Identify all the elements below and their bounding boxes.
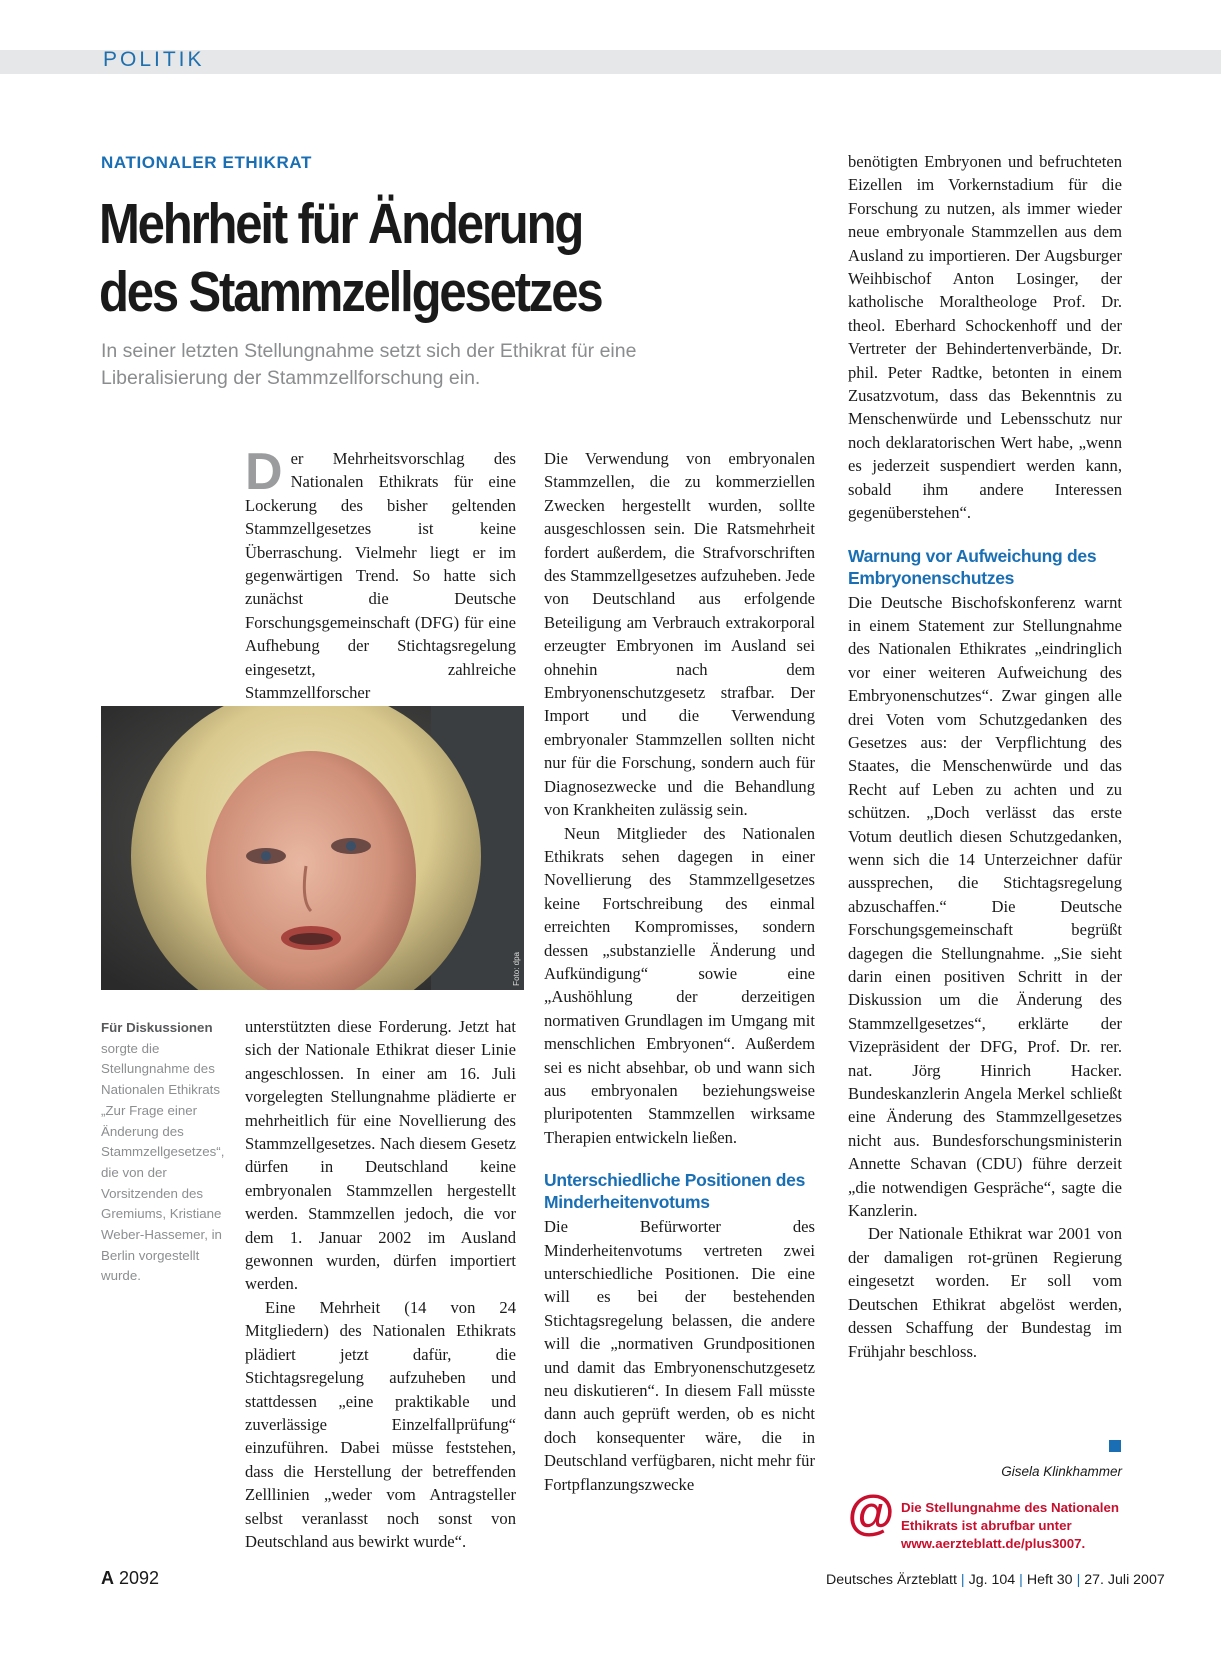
paragraph xyxy=(245,443,516,704)
article-subhead: In seiner letzten Stellungnahme setzt sich der Ethikrat für eine Liberalisierung der Stammzellforschung ein. xyxy=(101,340,637,389)
article-headline xyxy=(99,190,701,326)
section-label: POLITIK xyxy=(103,48,205,71)
paragraph: Der Nationale Ethikrat war 2001 von der damaligen rot-grünen Regierung eingesetzt worden. Er soll vom Deutschen Ethikrat abgelöst werden, dessen Schaffung der Bundestag im Frühjahr beschloss. xyxy=(848,1224,1122,1361)
journal-issue: Heft 30 xyxy=(1026,1572,1073,1588)
separator: | xyxy=(1019,1572,1023,1588)
paragraph: Die Befürworter des Minderheitenvotums vertreten zwei unterschiedliche Positionen. Die eine will es bei der bestehenden Stichtagsregelung belassen, die andere will die „normativen Grundpositionen und damit das Embryonenschutzgesetz neu diskutieren“. In diesem Fall müsste dann auch geprüft werden, ob es nicht doch konsequenter wäre, die in Deutschland verfügbaren, nicht mehr für Fortpflanzungszwecke xyxy=(544,1217,815,1494)
photo-caption xyxy=(101,1018,231,1287)
caption-lead: Für Diskussionen xyxy=(101,1020,213,1035)
photo-credit: Foto: dpa xyxy=(512,952,521,986)
paragraph: unterstützten diese Forderung. Jetzt hat sich der Nationale Ethikrat dieser Linie angeschlossen. In einer am 16. Juli vorgelegten Stellungnahme plädierte er mehrheitlich für eine Novellierung des Stammzellgesetzes. Nach diesem Gesetz dürfen in Deutschland keine embryonalen Stammzellen hergestellt werden. Stammzellen jedoch, die vor dem 1. Januar 2002 im Ausland gewonnen wurden, dürfen importiert werden. xyxy=(245,1017,516,1294)
author-name: Gisela Klinkhammer xyxy=(1001,1464,1122,1479)
column-3 xyxy=(848,150,1122,1363)
svg-text:@: @ xyxy=(848,1492,894,1538)
section-subtitle: Warnung vor Aufweichung des Embryonenschutzes xyxy=(848,545,1097,588)
journal-name: Deutsches Ärzteblatt xyxy=(826,1572,957,1588)
column-1-bottom xyxy=(245,1015,516,1553)
link-url[interactable]: www.aerzteblatt.de/plus3007. xyxy=(901,1535,1086,1551)
headline-line-1: Mehrheit für Änderung xyxy=(99,192,583,256)
paragraph: Neun Mitglieder des Nationalen Ethikrats sehen dagegen in einer Novellierung des Stammzellgesetzes keine Fortschreibung des einmal erreichten Kompromisses, sondern dessen „substanzielle Änderung und Aufkündigung“ sowie eine „Aushöhlung der derzeitigen normativen Grundlagen im Umgang mit menschlichen Embryonen“. Außerdem sei es nicht absehbar, ob und wann sich aus embryonalen beziehungsweise pluripotenten Stammzellen wirksame Therapien entwickeln ließen. xyxy=(544,823,815,1147)
paragraph: Die Deutsche Bischofskonferenz warnt in einem Statement zur Stellungnahme des Nationalen Ethikrates „eindringlich vor einer weiteren Aufweichung des Embryonenschutzes“. Zwar gingen alle drei Voten vom Schutzgedanken des Gesetzes aus: der Verpflichtung des Staates, die Menschenwürde und das Recht auf Leben zu achten und zu schützen. „Doch verlässt das erste Votum deutlich diesen Schutzgedanken, wenn sich die 14 Unterzeichner dafür aussprechen, die Stichtagsregelung abzuschaffen.“ Die Deutsche Forschungsgemeinschaft begrüßt dagegen die Stellungnahme. „Sie sieht darin einen positiven Schritt in der Diskussion um die Änderung des Stammzellgesetzes“, erklärte der Vizepräsident der DFG, Prof. Dr. rer. nat. Jörg Hinrich Hacker. Bundeskanzlerin Angela Merkel schließt eine Änderung des Stammzellgesetzes nicht aus. Bundesforschungsministerin Annette Schavan (CDU) führe derzeit „die notwendigen Gespräche“, sagte die Kanzlerin. xyxy=(848,592,1122,1221)
journal-volume: Jg. 104 xyxy=(968,1572,1016,1588)
article-kicker: NATIONALER ETHIKRAT xyxy=(101,153,312,172)
at-sign-icon xyxy=(848,1492,894,1538)
link-text[interactable] xyxy=(901,1499,1131,1552)
section-subtitle: Unterschiedliche Positionen des Minderheitenvotums xyxy=(544,1170,806,1213)
separator: | xyxy=(1076,1572,1081,1588)
headline-line-2: des Stammzellgesetzes xyxy=(99,260,602,324)
portrait-image xyxy=(101,706,524,990)
article-photo xyxy=(101,706,524,990)
paragraph-text: er Mehrheitsvorschlag des Nationalen Ethikrats für eine Lockerung des bisher geltenden Stammzellgesetzes ist keine Überraschung. Vielmehr liegt er im gegenwärtigen Trend. So hatte sich zunächst die Deutsche Forschungsgemeinschaft (DFG) für eine Aufhebung der Stichtagsregelung eingesetzt, zahlreiche Stammzellforscher xyxy=(245,449,516,703)
page-number xyxy=(101,1568,159,1589)
drop-cap: D xyxy=(245,443,283,501)
column-2 xyxy=(544,447,815,1496)
online-link-box[interactable] xyxy=(848,1492,1128,1552)
paragraph: Die Verwendung von embryonalen Stammzellen, die zu kommerziellen Zwecken hergestellt wurden, sollte ausgeschlossen sein. Die Ratsmehrheit fordert außerdem, die Strafvorschriften des Stammzellgesetzes aufzuheben. Jede von Deutschland aus erfolgende Beteiligung am Verbrauch extrakorporal erzeugter Embryonen im Ausland sei ohnehin nach dem Embryonenschutzgesetz strafbar. Der Import und die Verwendung embryonaler Stammzellen sollten nicht nur für die Forschung, sondern auch für Diagnosezwecke und die Behandlung von Krankheiten zulässig sein. xyxy=(544,449,815,820)
link-line-1: Die Stellungnahme des Nationalen xyxy=(901,1500,1119,1515)
caption-text: sorgte die Stellungnahme des Nationalen Ethikrats „Zur Frage einer Änderung des Stammzellgesetzes“, die von der Vorsitzenden des Gremiums, Kristiane Weber-Hassemer, in Berlin vorgestellt wurde. xyxy=(101,1040,225,1284)
page-number-value: 2092 xyxy=(119,1568,160,1588)
paragraph: benötigten Embryonen und befruchteten Eizellen im Vorkernstadium für die Forschung zu nutzen, als immer wieder neue embryonale Stammzellen aus dem Ausland zu importieren. Der Augsburger Weihbischof Anton Losinger, der katholische Moraltheologe Prof. Dr. theol. Eberhard Schockenhoff und der Vertreter der Behindertenverbände, Dr. phil. Peter Radtke, betonten in einem Zusatzvotum, dass das Bekenntnis zu Menschenwürde und Lebensschutz nur noch deklaratorischen Wert habe, „wenn es jederzeit suspendiert werden kann, sobald ihm andere Interessen gegenüberstehen“. xyxy=(848,152,1122,523)
paragraph: Eine Mehrheit (14 von 24 Mitgliedern) des Nationalen Ethikrats plädiert jetzt dafür, die Stichtagsregelung aufzuheben und stattdessen „eine praktikable und zuverlässige Einzelfallprüfung“ einzuführen. Dabei müsse feststehen, dass die Herstellung der betreffenden Zelllinien „weder vom Antragsteller selbst veranlasst noch sonst von Deutschland aus bewirkt wurde“. xyxy=(245,1297,516,1551)
journal-date: 27. Juli 2007 xyxy=(1084,1572,1165,1588)
column-1-top xyxy=(245,443,516,704)
page-prefix: A xyxy=(101,1568,114,1588)
journal-info xyxy=(826,1572,1165,1588)
separator: | xyxy=(960,1572,965,1588)
link-line-2: Ethikrats ist abrufbar unter xyxy=(901,1517,1072,1533)
article-end-mark xyxy=(1109,1440,1121,1452)
